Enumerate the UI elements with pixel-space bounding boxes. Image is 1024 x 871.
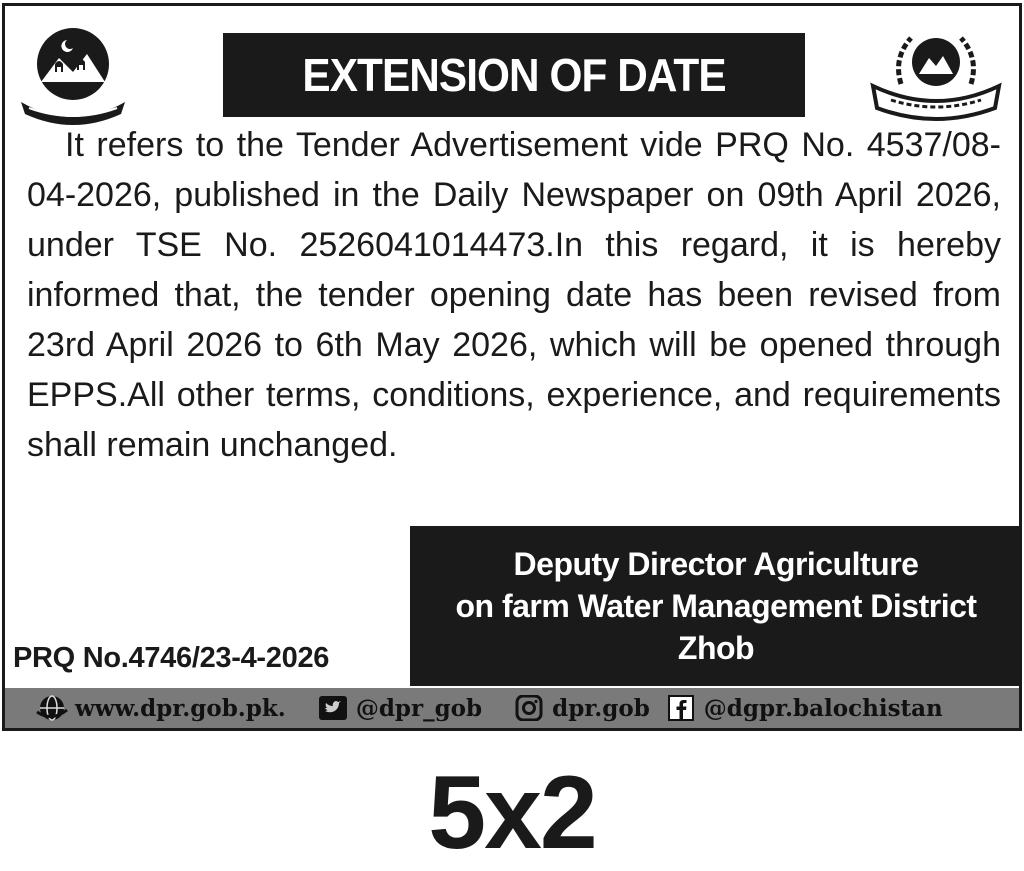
signatory-line-3: Zhob: [677, 630, 755, 666]
balochistan-emblem-left: [15, 24, 131, 128]
footer-facebook[interactable]: [664, 694, 943, 722]
facebook-icon: [664, 694, 698, 722]
globe-icon: [35, 694, 69, 722]
footer-twitter[interactable]: [316, 694, 482, 722]
notice-title: EXTENSION OF DATE: [302, 49, 726, 101]
prq-number: PRQ No.4746/23-4-2026: [13, 642, 330, 674]
footer-social-bar: [5, 688, 1019, 728]
notice-frame: [2, 3, 1022, 731]
signatory-line-1: Deputy Director Agriculture: [513, 546, 919, 582]
signatory-line-2: on farm Water Management District: [455, 588, 977, 624]
footer-instagram[interactable]: [512, 694, 650, 722]
notice-title-banner: [223, 33, 805, 117]
footer-website[interactable]: [35, 694, 286, 722]
signatory-block: [410, 526, 1022, 686]
instagram-icon: [512, 694, 546, 722]
twitter-icon: [316, 694, 350, 722]
footer-website-label: www.dpr.gob.pk.: [75, 694, 286, 722]
dgpr-emblem-right: [867, 24, 1005, 128]
ad-size-label: 5x2: [428, 755, 596, 871]
footer-twitter-label: @dpr_gob: [355, 694, 483, 722]
footer-facebook-label: @dgpr.balochistan: [703, 694, 943, 722]
footer-instagram-label: dpr.gob: [552, 694, 650, 722]
notice-body: It refers to the Tender Advertisement vide PRQ No. 4537/08-04-2026, published in the Daily Newspaper on 09th April 2026, under TSE No. 2526041014473.In this regard, it is hereby informed that, the tender opening date has been revised from 23rd April 2026 to 6th May 2026, which will be opened through EPPS.All other terms, conditions, experience, and requirements shall remain unchanged.: [27, 126, 1001, 464]
